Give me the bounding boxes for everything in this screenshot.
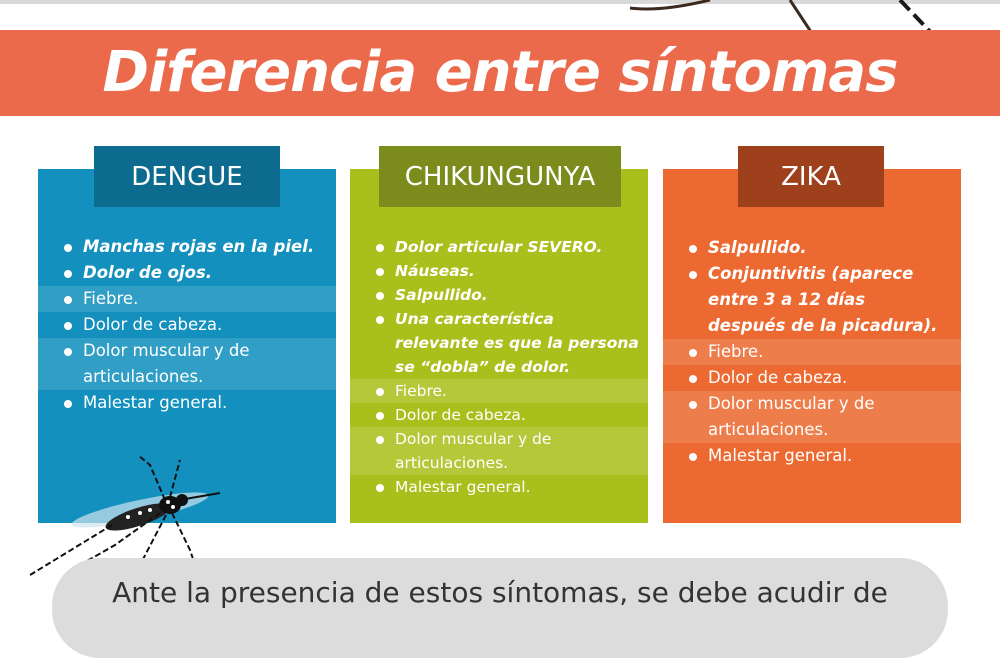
list-item: Salpullido. — [663, 235, 961, 261]
tab-chikungunya — [379, 146, 621, 207]
list-item: Fiebre. — [663, 339, 961, 365]
list-item: Malestar general. — [663, 443, 961, 469]
list-item: Fiebre. — [38, 286, 336, 312]
page-title: Diferencia entre síntomas — [102, 40, 898, 105]
list-item — [38, 338, 336, 390]
list-item — [663, 391, 961, 443]
list-item: Malestar general. — [350, 475, 648, 499]
list-item: Dolor de ojos. — [38, 260, 336, 286]
list-item: Dolor de cabeza. — [663, 365, 961, 391]
list-item-text: Una característica relevante es que la persona se “dobla” de dolor. — [395, 310, 639, 376]
tab-zika — [738, 146, 884, 207]
list-item-text: Dolor muscular y de articulaciones. — [708, 394, 875, 439]
list-item: Dolor de cabeza. — [350, 403, 648, 427]
list-item: Dolor de cabeza. — [38, 312, 336, 338]
column-card-zika — [663, 169, 961, 523]
tab-dengue — [94, 146, 280, 207]
list-item: Dolor articular SEVERO. — [350, 235, 648, 259]
list-item: Náuseas. — [350, 259, 648, 283]
list-item: Salpullido. — [350, 283, 648, 307]
tab-label: CHIKUNGUNYA — [404, 161, 596, 192]
symptom-list-zika — [663, 235, 961, 469]
bottom-note-box — [52, 558, 948, 658]
list-item — [663, 261, 961, 339]
symptom-list-dengue — [38, 234, 336, 416]
list-item: Malestar general. — [38, 390, 336, 416]
tab-label: DENGUE — [131, 161, 243, 192]
symptom-list-chikungunya — [350, 235, 648, 499]
list-item: Fiebre. — [350, 379, 648, 403]
list-item — [350, 307, 648, 379]
list-item-text: Dolor muscular y de articulaciones. — [395, 430, 552, 472]
column-card-chikungunya — [350, 169, 648, 523]
title-banner — [0, 30, 1000, 116]
list-item-text: Dolor muscular y de articulaciones. — [83, 341, 250, 386]
tab-label: ZIKA — [781, 161, 841, 192]
list-item — [350, 427, 648, 475]
list-item: Manchas rojas en la piel. — [38, 234, 336, 260]
bottom-note: Ante la presencia de estos síntomas, se debe acudir de — [112, 576, 888, 609]
list-item-text: Conjuntivitis (aparece entre 3 a 12 días después de la picadura). — [708, 264, 938, 335]
